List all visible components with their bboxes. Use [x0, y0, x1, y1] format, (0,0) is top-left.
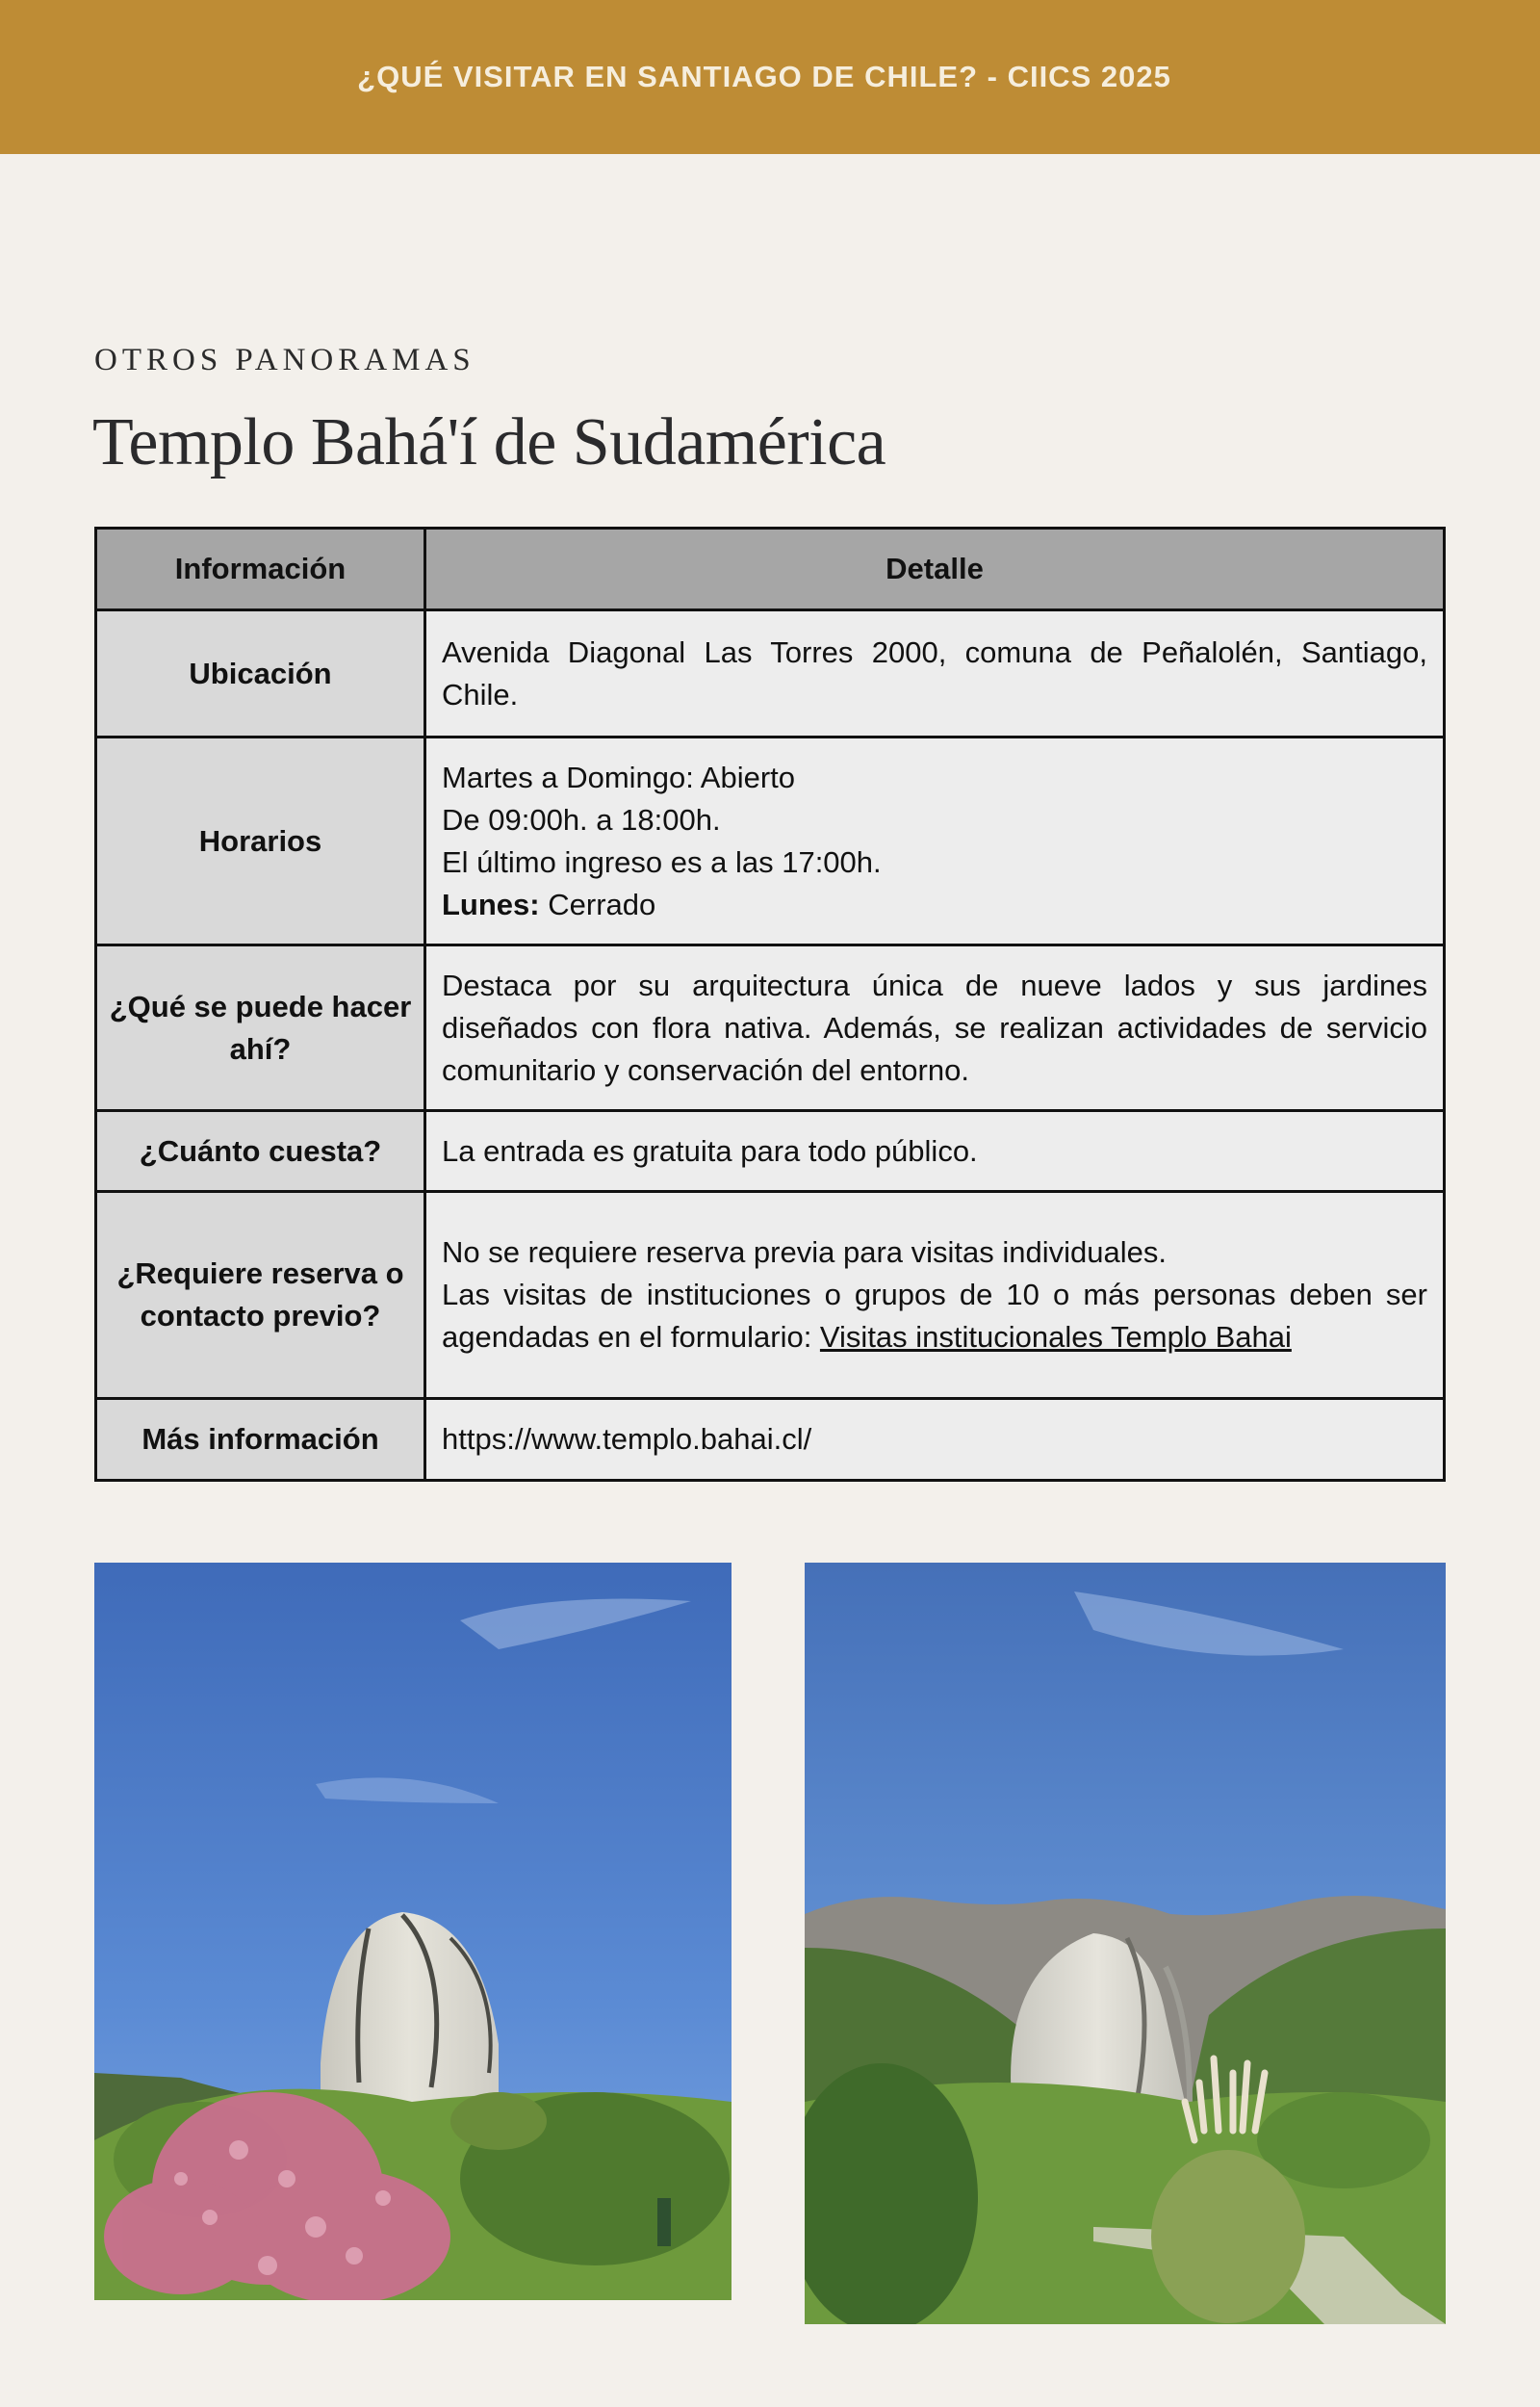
photo-illustration	[94, 1563, 732, 2300]
row-label: ¿Cuánto cuesta?	[96, 1111, 425, 1192]
row-value	[425, 1399, 1445, 1481]
address-text: Avenida Diagonal Las Torres 2000, comuna de Peñalolén, Santiago, Chile.	[442, 634, 1427, 712]
website-url[interactable]: https://www.templo.bahai.cl/	[442, 1422, 812, 1456]
table-row-cuanto-cuesta	[96, 1111, 1445, 1192]
header-title: ¿QUÉ VISITAR EN SANTIAGO DE CHILE? - CIICS 2025	[357, 60, 1171, 93]
row-value	[425, 1111, 1445, 1192]
table-header-row	[96, 529, 1445, 610]
row-label: Ubicación	[96, 610, 425, 738]
activities-text: Destaca por su arquitectura única de nueve lados y sus jardines diseñados con flora nativa. Además, se realizan actividades de servicio comunitario y conservación del entorno.	[442, 968, 1427, 1087]
row-value	[425, 738, 1445, 945]
hours-line: Martes a Domingo: Abierto	[442, 760, 796, 794]
hours-line-closed	[442, 884, 1427, 926]
photo-illustration	[805, 1563, 1446, 2324]
section-kicker: OTROS PANORAMAS	[94, 343, 475, 377]
temple-photo-blossoms	[94, 1563, 732, 2300]
temple-photo-mountains	[805, 1563, 1446, 2324]
table-row-mas-informacion	[96, 1399, 1445, 1481]
row-value	[425, 610, 1445, 738]
reservation-line: No se requiere reserva previa para visitas individuales.	[442, 1235, 1167, 1269]
info-table	[94, 527, 1446, 1482]
reservation-line-groups	[442, 1274, 1427, 1359]
price-text: La entrada es gratuita para todo público.	[442, 1133, 978, 1168]
reservation-groups-text: Las visitas de instituciones o grupos de 10 o más personas deben ser agendadas en el formulario:	[442, 1278, 1427, 1354]
row-label: Más información	[96, 1399, 425, 1481]
row-label: ¿Qué se puede hacer ahí?	[96, 945, 425, 1111]
hours-line: El último ingreso es a las 17:00h.	[442, 844, 882, 879]
table-row-ubicacion	[96, 610, 1445, 738]
column-header-informacion: Información	[96, 529, 425, 610]
column-header-detalle: Detalle	[425, 529, 1445, 610]
institutional-visits-link[interactable]: Visitas institucionales Templo Bahai	[819, 1320, 1292, 1354]
row-label: ¿Requiere reserva o contacto previo?	[96, 1192, 425, 1399]
table-row-horarios	[96, 738, 1445, 945]
page-title: Templo Bahá'í de Sudamérica	[92, 405, 886, 479]
closed-day-status: Cerrado	[539, 887, 656, 921]
closed-day-label: Lunes:	[442, 887, 540, 921]
header-band	[0, 0, 1540, 154]
row-value	[425, 945, 1445, 1111]
row-value	[425, 1192, 1445, 1399]
table-row-que-hacer	[96, 945, 1445, 1111]
hours-line: De 09:00h. a 18:00h.	[442, 802, 721, 837]
table-row-reserva	[96, 1192, 1445, 1399]
row-label: Horarios	[96, 738, 425, 945]
